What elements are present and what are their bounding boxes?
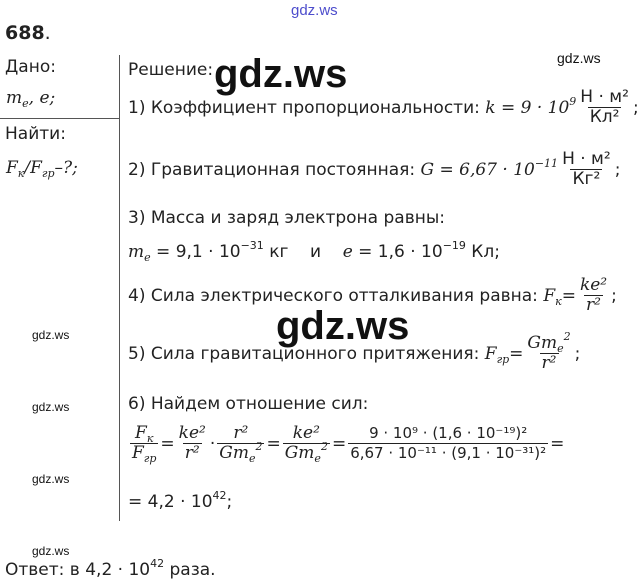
watermark-left-1: gdz.ws	[32, 328, 70, 342]
answer: Ответ: в $4,2 \cdot 10^{42}$ раза.	[5, 557, 216, 580]
given-vars: $m_e$, e;	[6, 88, 56, 110]
step-5: 5) Сила гравитационного притяжения: $F_{гр}$ = $\frac{Gm_e^2}{\text{r²}}$ ;	[128, 330, 581, 373]
find-expression: $F_к/F_{гр}-$?;	[6, 158, 78, 180]
find-label: Найти:	[5, 124, 66, 144]
ratio-lhs: $\frac{F_к}{F_{гр}}$	[132, 423, 157, 465]
watermark-big-2: gdz.ws	[276, 304, 410, 348]
solution-label: Решение:	[128, 60, 214, 80]
step-1: 1) Коэффициент пропорциональности: $k = 9 \cdot 10^9$ $\frac{\text{Н · м²}}{\text{Кл²}}$ ;	[128, 87, 639, 127]
watermark-right: gdz.ws	[557, 50, 601, 66]
ratio-b: $\frac{\text{r²}}{Gm_e^2}$	[219, 423, 263, 465]
watermark-big-1: gdz.ws	[214, 52, 348, 96]
ratio-d: $\frac{\text{9 · 10⁹ · (1,6 · 10⁻¹⁹)²}}{\text{6,67 · 10⁻¹¹ · (9,1 · 10⁻³¹)²}}$	[350, 424, 547, 462]
step-3-values: $m_e = 9,1 \cdot 10^{-31}$ кг и $e = 1,6 \cdot 10^{-19}$ Кл;	[128, 239, 500, 264]
watermark-left-3: gdz.ws	[32, 472, 70, 486]
step1-unit-fraction: $\frac{\text{Н · м²}}{\text{Кл²}}$	[580, 87, 629, 127]
step-2: 2) Гравитационная постоянная: $G = 6,67 \cdot 10^{-11}$ $\frac{\text{Н · м²}}{\text{Кг²}}$ ;	[128, 149, 621, 189]
watermark-left-4: gdz.ws	[32, 544, 70, 558]
step-3-title: 3) Масса и заряд электрона равны:	[128, 208, 445, 228]
step-4: 4) Сила электрического отталкивания равна: $F_к$ = $\frac{\text{ke²}}{\text{r²}}$ ;	[128, 275, 617, 315]
ratio-formula: $\frac{F_к}{F_{гр}}$ = $\frac{\text{ke²}}{\text{r²}}$ · $\frac{\text{r²}}{Gm_e^2}$ = $\frac{\text{ke²}}{Gm_e^2}$ = $\frac{\text{9 · 10⁹ · (1,6 · 10⁻¹⁹)²}}{\text{6,67 · 10⁻¹¹ · (9,1 · 10⁻³¹)²}}$ =	[132, 423, 565, 465]
divider-given-find	[0, 118, 119, 119]
step2-unit-fraction: $\frac{\text{Н · м²}}{\text{Кг²}}$	[562, 149, 611, 189]
watermark-left-2: gdz.ws	[32, 400, 70, 414]
ratio-a: $\frac{\text{ke²}}{\text{r²}}$	[178, 423, 206, 463]
ratio-result: = $4,2 \cdot 10^{42}$;	[128, 489, 233, 512]
step-6-title: 6) Найдем отношение сил:	[128, 394, 369, 414]
step5-fraction: $\frac{Gm_e^2}{\text{r²}}$	[527, 330, 571, 373]
step4-fraction: $\frac{\text{ke²}}{\text{r²}}$	[579, 275, 608, 315]
watermark-top: gdz.ws	[291, 2, 338, 19]
problem-number: 688.	[5, 22, 51, 44]
given-label: Дано:	[5, 57, 56, 77]
ratio-c: $\frac{\text{ke²}}{Gm_e^2}$	[284, 423, 328, 465]
vertical-divider	[119, 55, 120, 521]
